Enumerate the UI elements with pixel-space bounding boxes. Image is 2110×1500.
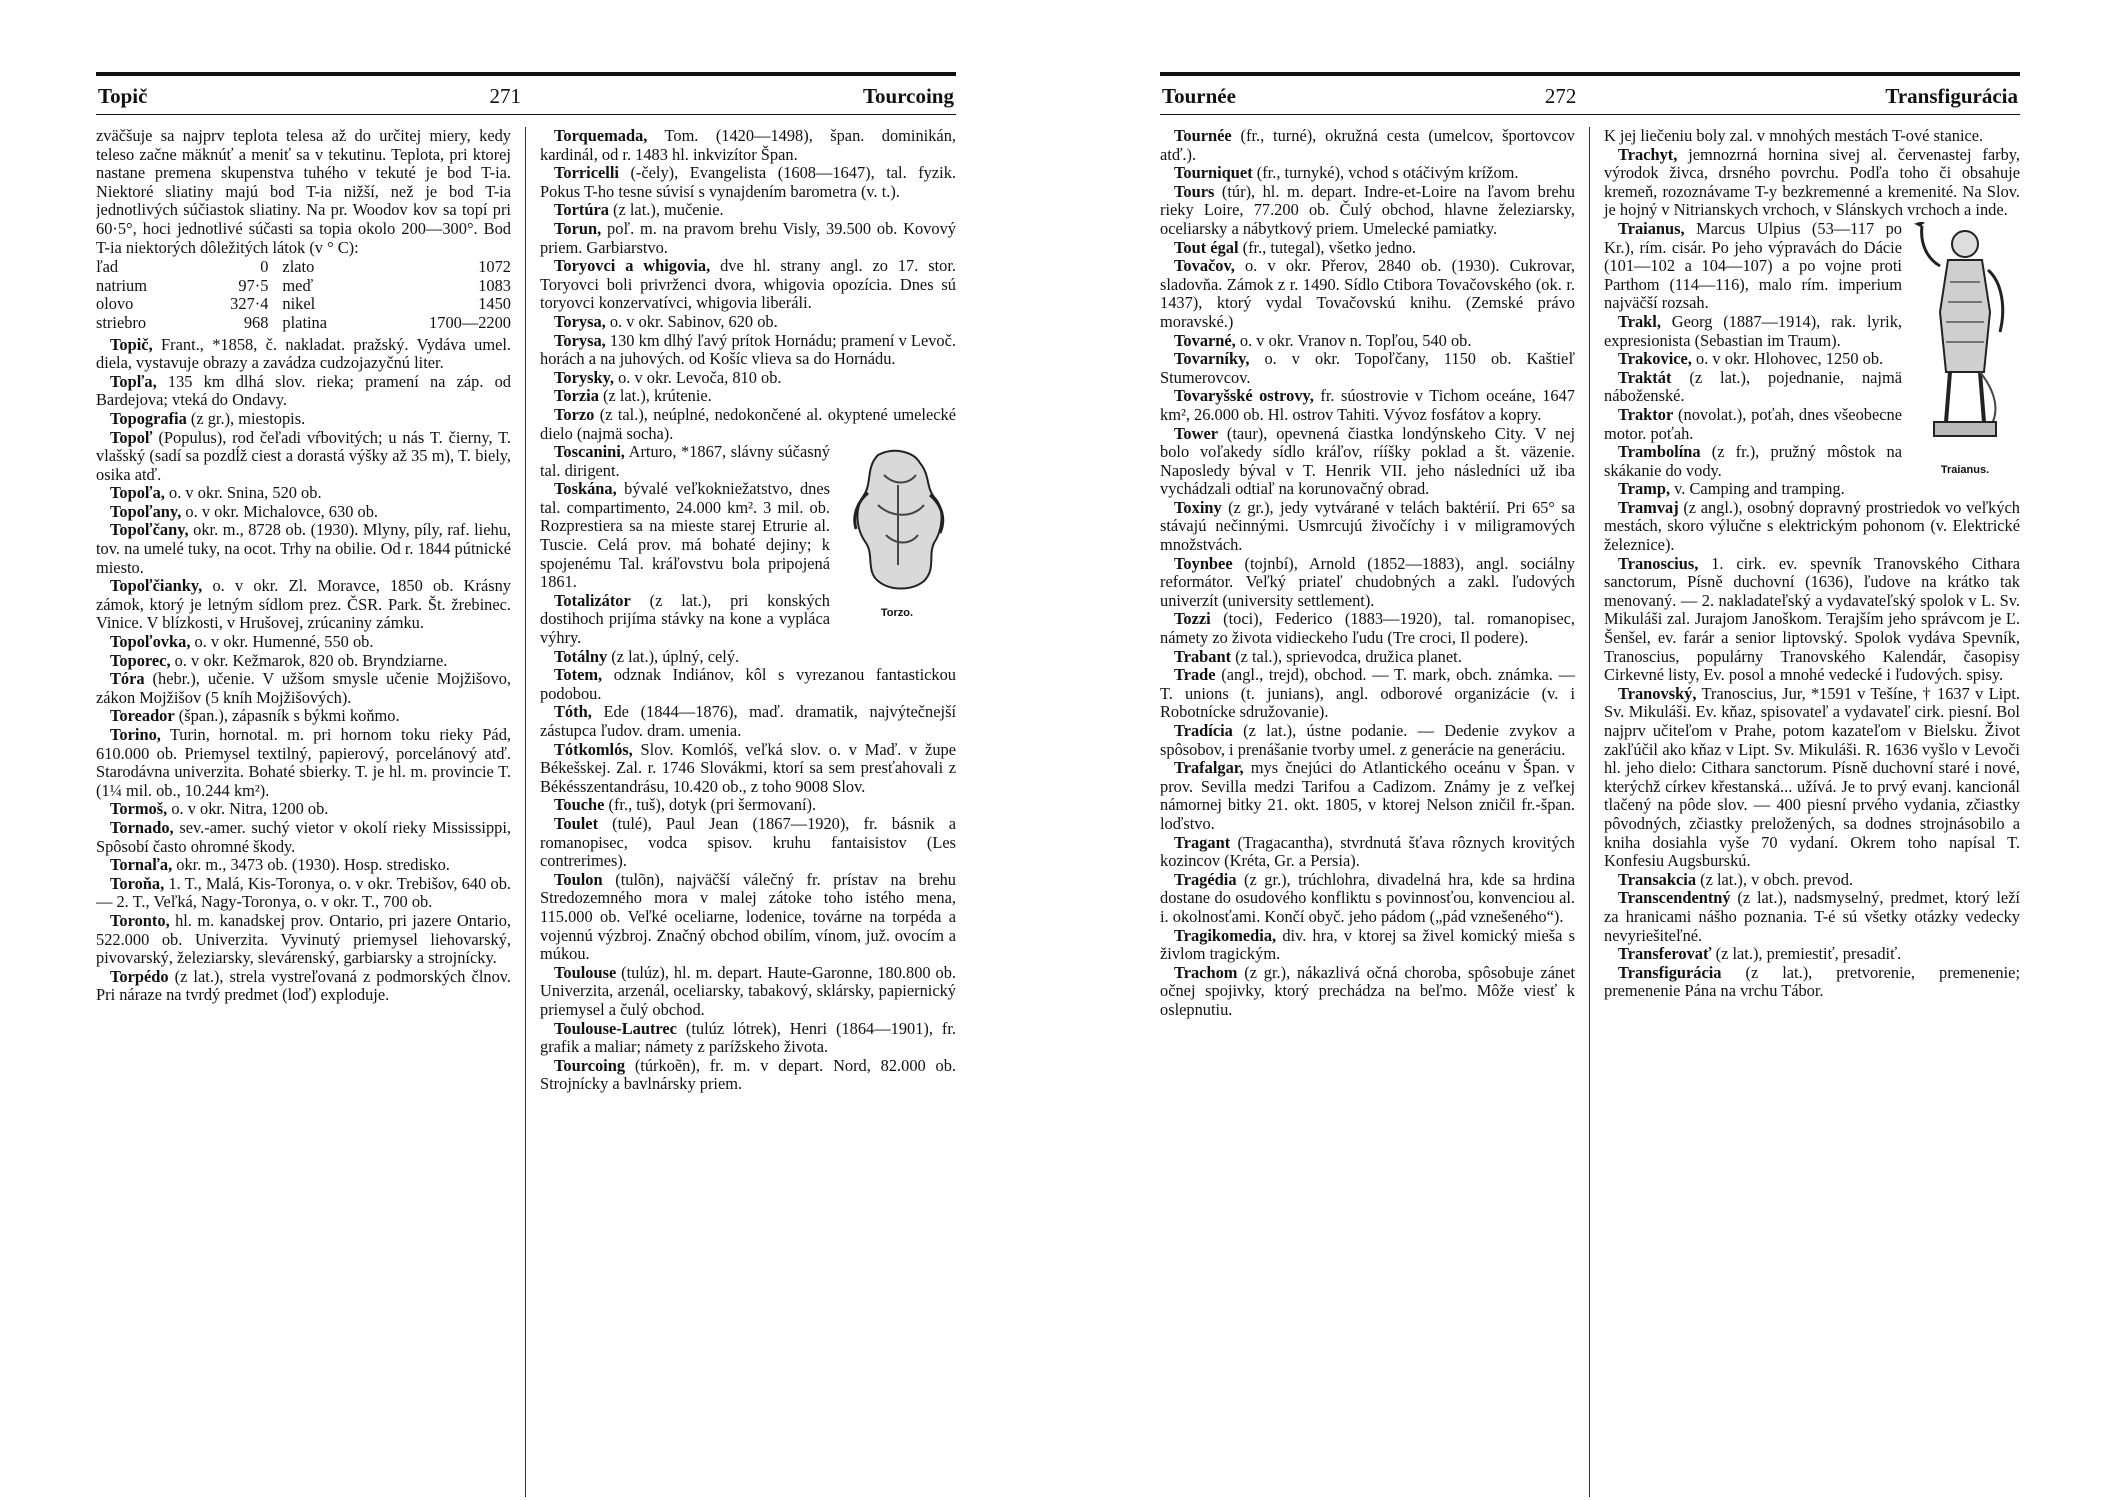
entry-text: (tulõn), najväčší válečný fr. prístav na brehu Stredozemného mora v malej zátoke toho istého mena, 115.000 ob. Veľké oceliarne, lodenice, továrne na torpéda a vojennú výzbroj. Značný obchod obilím, vínom, juž. ovocím a múkou.	[540, 869, 956, 964]
entry-text: (novolat.), poťah, dnes všeobecne motor. poťah.	[1604, 404, 1902, 443]
entry-text: o. v okr. Zl. Moravce, 1850 ob. Krásny zámok, ktorý je letným sídlom prez. ČSR. Park. Št. žrebinec. Vinice. V blízkosti, v Hrušovej, zrúcaniny zámku.	[96, 576, 511, 633]
entry-text: (z lat.), mučenie.	[608, 200, 724, 220]
entry-text: mys čnejúci do Atlantického oceánu v Špan. v prov. Sevilla medzi Tarifou a Cadizom. Známy je z veľkej námornej bitky 21. okt. 1805, v ktorej Nelson zničil fr.-špan. loďstvo.	[1160, 758, 1575, 833]
dictionary-entry	[1160, 759, 1575, 833]
entry-headword: Topič,	[110, 334, 153, 354]
entry-text: Tranoscius, Jur, *1591 v Tešíne, † 1637 v Lipt. Sv. Mikuláši. Ev. kňaz, spisovateľ a vydavateľ cirk. piesní. Bol najprv učiteľom v Prahe, potom kazateľom v Bielsku. Život zakľúčil ako kňaz v Lipt. Sv. Mikuláši. R. 1636 vyšlo v Levoči hl. jeho dielo: Cithara sanctorum. Písně duchovní staré i nové, kterýchž církev křestanská... užívá. Je to prvý evanj. kancionál tlačený na pôde slov. — 400 piesní prvého vydania, zčiastky pôvodných, zčiastky preložených, sa dodnes strojnásobilo a kniha dosiahla vyše 70 vydaní. Okrem toho napísal T. Konfesiu Augsburskú.	[1604, 683, 2020, 871]
dictionary-entry	[1160, 164, 1575, 183]
melting-point-table	[96, 258, 511, 332]
table-row	[96, 314, 511, 333]
entry-headword: Traianus,	[1618, 218, 1685, 238]
dictionary-entry	[540, 406, 956, 443]
table-cell: 1072	[478, 257, 511, 277]
entry-headword: Toynbee	[1174, 553, 1233, 573]
entry-headword: Torzo	[554, 404, 595, 424]
dictionary-entry	[1160, 239, 1575, 258]
entry-headword: Totalizátor	[554, 590, 631, 610]
table-row	[96, 295, 511, 314]
entry-text: o. v okr. Sabinov, 620 ob.	[605, 311, 778, 331]
entry-text: Ede (1844—1876), maď. dramatik, najvýtečnejší zástupca ľudov. dram. umenia.	[540, 702, 956, 740]
entry-headword: Torysa,	[554, 330, 606, 350]
entry-text: fr. súostrovie v Tichom oceáne, 1647 km², 26.000 ob. Hl. ostrov Tahiti. Vývoz fosfátov a kopry.	[1160, 386, 1575, 424]
table-cell: 968	[243, 312, 269, 332]
torzo-figure	[838, 445, 956, 622]
dictionary-entry	[1160, 425, 1575, 499]
entry-text: Turin, hornotal. m. pri hornom toku rieky Pád, 610.000 ob. Priemysel textilný, papierový, porcelánový atď. Starodávna univerzita. Bohaté sbierky. T. je hl. m. provincie T. (1¼ mil. ob., 10.244 km²).	[96, 725, 511, 800]
page-272	[1160, 72, 2020, 1497]
entry-text: (z fr.), pružný môstok na skákanie do vody.	[1604, 442, 1902, 480]
entry-text: sev.-amer. suchý vietor v okolí rieky Mississippi, Spôsobí často ohromné škody.	[96, 817, 511, 856]
dictionary-entry	[96, 707, 511, 726]
entry-text: (tulúz lótrek), Henri (1864—1901), fr. grafik a maliar; námety z parížskeho života.	[540, 1018, 956, 1057]
table-cell: 1450	[478, 294, 511, 314]
dictionary-entry	[540, 741, 956, 797]
entry-text: o. v okr. Hlohovec, 1250 ob.	[1691, 349, 1884, 369]
entry-headword: Traktát	[1618, 367, 1672, 387]
torzo-caption: Torzo.	[880, 606, 914, 619]
entry-text: Tom. (1420—1498), špan. dominikán, kardinál, od r. 1483 hl. inkvizítor Špan.	[540, 127, 956, 164]
entry-headword: Transcendentný	[1618, 888, 1731, 908]
dictionary-entry	[96, 429, 511, 485]
dictionary-entry	[1604, 889, 2020, 945]
entry-headword: Topografia	[110, 408, 187, 428]
continuation-text: zväčšuje sa najprv teplota telesa až do určitej miery, kedy teleso začne mäknúť a meniť sa v tekutinu. Teplota, pri ktorej nastane premena skupenstva tuhého v tekuté je bod T-ia. Niektoré sliatiny majú bod T-ia nižší, než je bod T-ia jednotlivých súčiastok sliatiny. Na pr. Woodov kov sa topí pri 60·5°, hoci jednotlivé súčasti sa topia okolo 200—300°. Bod T-ia niektorých dôležitých látok (v ° C):	[96, 127, 511, 257]
column-right	[526, 127, 956, 1497]
page-header	[1160, 76, 2020, 114]
dictionary-entry	[1160, 183, 1575, 239]
entry-text: okr. m., 8728 ob. (1930). Mlyny, píly, raf. liehu, tov. na umelé tuky, na ocot. Trhy na obilie. Od r. 1844 pútnické miesto.	[96, 520, 511, 577]
entry-headword: Torzia	[554, 386, 599, 406]
dictionary-entry	[96, 875, 511, 912]
dictionary-entry	[96, 726, 511, 800]
dictionary-entry	[1160, 499, 1575, 555]
entry-headword: Topoľ	[110, 427, 153, 447]
entry-headword: Toscanini,	[554, 442, 625, 462]
continuation-text: K jej liečeniu boly zal. v mnohých mestách T-ové stanice.	[1604, 127, 1984, 145]
entry-headword: Traktor	[1618, 404, 1674, 424]
entry-text: (taur), opevnená čiastka londýnskeho City. V nej bolo voľakedy sídlo kráľov, rííšky poklad a št. väzenie. Naposledy býval v T. Henrik VII. jeho následníci už iba vychádzali odtiaľ na korunovačný obrad.	[1160, 423, 1575, 499]
torso-sculpture-icon	[838, 445, 956, 595]
dictionary-entry	[96, 912, 511, 968]
dictionary-entry	[1160, 257, 1575, 331]
entry-text: (túr), hl. m. depart. Indre-et-Loire na ľavom brehu rieky Loire, 77.200 ob. Čulý obchod, hlavne železiarsky, oceliarsky a nábytkový priem. Umelecké pamiatky.	[1160, 181, 1575, 238]
entry-text: (z lat.), ústne podanie. — Dedenie zvykov a spôsobov, i prenášanie tvorby umel. z generácie na generáciu.	[1160, 721, 1575, 759]
entry-headword: Totálny	[554, 646, 608, 666]
table-cell: 0	[260, 257, 269, 277]
entry-text: (z gr.), jedy vytvárané v telách baktérií. Pri 65° sa stávajú nečinnými. Usmrcujú živočíchy i v miligramových množstvách.	[1160, 497, 1575, 555]
dictionary-entry	[96, 373, 511, 410]
dictionary-entry	[1160, 722, 1575, 759]
dictionary-entry	[1604, 480, 2020, 499]
dictionary-entry	[1604, 964, 2020, 1001]
entry-text: (špan.), zápasník s býkmi koňmo.	[174, 706, 400, 726]
dictionary-entry	[540, 1057, 956, 1094]
entry-text: o. v okr. Levoča, 810 ob.	[613, 367, 782, 387]
entry-headword: Touche	[554, 795, 605, 815]
dictionary-entry	[1604, 146, 2020, 220]
entry-headword: Toronto,	[110, 910, 170, 930]
table-cell: 1083	[478, 275, 511, 295]
entry-text: (fr., tutegal), všetko jedno.	[1238, 237, 1417, 257]
entry-text: 135 km dlhá slov. rieka; pramení na záp. od Bardejova; vteká do Ondavy.	[96, 371, 511, 410]
entry-headword: Tortúra	[554, 200, 609, 220]
table-cell: striebro	[96, 312, 147, 332]
entry-headword: Tragikomedia,	[1174, 925, 1277, 945]
entry-text: (z tal.), neúplné, nedokončené al. okyptené umelecké dielo (najmä socha).	[540, 404, 956, 443]
page-271	[96, 72, 956, 1497]
entry-text: (z gr.), trúchlohra, divadelná hra, kde sa hrdina dostane do osudového konfliktu s povinnosťou, konvenciou al. i. okolnosťami. Končí obyč. jeho pádom („pád vznešeného“).	[1160, 869, 1575, 926]
entry-text: (z lat.), úplný, celý.	[607, 646, 740, 666]
entry-headword: Tornado,	[110, 817, 174, 837]
entry-text: dve hl. strany angl. zo 17. stor. Toryovci boli privrženci dvora, whigovia opozícia. Dnes sú toryovci konzervatívci, whigovia liberáli.	[540, 256, 956, 313]
dictionary-entry	[1160, 555, 1575, 611]
entry-headword: Trachyt,	[1618, 144, 1678, 164]
entry-text: 130 km dlhý ľavý prítok Hornádu; pramení v Levoč. horách a na juhových. od Košíc vlieva sa do Hornádu.	[540, 330, 956, 369]
dictionary-entry	[96, 577, 511, 633]
entry-headword: Topoľčany,	[110, 520, 189, 540]
entry-text: o. v okr. Kežmarok, 820 ob. Bryndziarne.	[170, 650, 448, 670]
entry-text: (toci), Federico (1883—1920), tal. romanopisec, námety zo života vidieckeho ľudu (Tre croci, Il podere).	[1160, 609, 1575, 648]
entry-text: okr. m., 3473 ob. (1930). Hosp. stredisko.	[172, 855, 450, 875]
entry-text: (z lat.), v obch. prevod.	[1696, 869, 1854, 889]
column-right	[1590, 127, 2020, 1497]
entry-headword: Torricelli	[554, 163, 619, 183]
entry-headword: Tóra	[110, 669, 145, 689]
dictionary-entry	[540, 815, 956, 871]
entry-headword: Tovaryšské ostrovy,	[1174, 386, 1314, 406]
entry-text: v. Camping and tramping.	[1670, 479, 1845, 499]
entry-headword: Toroňa,	[110, 873, 165, 893]
entry-headword: Tower	[1174, 423, 1219, 443]
entry-headword: Tornaľa,	[110, 855, 173, 875]
entry-headword: Tourcoing	[554, 1055, 626, 1075]
page-number: 271	[489, 84, 521, 108]
entry-text: jemnozrná hornina sivej al. červenastej farby, výrodok živca, drsného povrchu. Podľa toho či obsahuje kremeň, rozoznávame T-y bezkremenné a kremenité. Na Slov. je hojný v Nitrianskych vrchoch, v Slánskych vrchoch a inde.	[1604, 144, 2020, 220]
entry-text: Frant., *1858, č. nakladat. pražský. Vydáva umel. diela, vystavuje obrazy a zavádza cudzojazyčnú liter.	[96, 334, 511, 373]
dictionary-entry	[1160, 927, 1575, 964]
entry-headword: Tovarníky,	[1174, 349, 1250, 369]
header-left-term: Tournée	[1162, 84, 1236, 108]
entry-headword: Tragant	[1174, 832, 1231, 852]
entry-headword: Toreador	[110, 706, 175, 726]
entry-text: (fr., tuš), dotyk (pri šermovaní).	[604, 795, 817, 815]
entry-headword: Torysky,	[554, 367, 614, 387]
table-cell: 1700—2200	[429, 312, 511, 332]
dictionary-entry	[96, 521, 511, 577]
header-left-term: Topič	[98, 84, 148, 108]
dictionary-entry	[1160, 127, 1575, 164]
entry-text: 1. T., Malá, Kis-Toronya, o. v okr. Trebišov, 640 ob. — 2. T., Veľká, Nagy-Toronya, o. v okr. T., 700 ob.	[96, 873, 511, 912]
entry-headword: Toulet	[554, 813, 599, 833]
table-cell: natrium	[96, 275, 147, 295]
entry-text: o. v okr. Michalovce, 630 ob.	[181, 501, 378, 521]
entry-text: (z tal.), sprievodca, družica planet.	[1231, 646, 1462, 666]
entry-headword: Topoľany,	[110, 501, 182, 521]
dictionary-entry	[540, 1020, 956, 1057]
entry-text: (z lat.), krútenie.	[598, 386, 712, 406]
entry-headword: Tramp,	[1618, 479, 1671, 499]
dictionary-entry	[1160, 834, 1575, 871]
entry-text: (z lat.), premiestiť, presadiť.	[1711, 944, 1902, 964]
dictionary-entry	[96, 652, 511, 671]
entry-headword: Transferovať	[1618, 944, 1712, 964]
entry-text: (tulúz), hl. m. depart. Haute-Garonne, 180.800 ob. Univerzita, arzenál, oceliarsky, tabakový, sklársky, papiernický priemysel a čulý obchod.	[540, 962, 956, 1019]
entry-headword: Tours	[1174, 181, 1215, 201]
entry-headword: Tovačov,	[1174, 256, 1235, 276]
dictionary-entry	[96, 336, 511, 373]
entry-headword: Toulouse	[554, 962, 617, 982]
entry-headword: Torquemada,	[554, 127, 648, 145]
traianus-caption: Traianus.	[1940, 463, 1990, 476]
table-cell: 97·5	[238, 275, 269, 295]
dictionary-entry	[96, 633, 511, 652]
entry-headword: Tradícia	[1174, 721, 1233, 740]
table-cell: meď	[282, 275, 314, 295]
entry-text: o. v okr. Humenné, 550 ob.	[190, 632, 374, 652]
entry-headword: Tranovský,	[1618, 683, 1697, 703]
entry-headword: Tóth,	[554, 702, 592, 722]
entry-headword: Tournée	[1174, 127, 1232, 145]
traianus-statue-icon	[1910, 222, 2020, 452]
table-cell: ľad	[96, 257, 119, 277]
entry-text: bývalé veľkokniežatstvo, dnes tal. compartimento, 24.000 km². 3 mil. ob. Rozprestiera sa na mieste starej Etrurie al. Tuscie. Celá prov. má bohaté dejiny; k spojenému Tal. kráľovstvu bola pripojená 1861.	[540, 479, 830, 592]
entry-headword: Topoľovka,	[110, 632, 191, 652]
dictionary-entry	[1160, 871, 1575, 927]
dictionary-entry	[1160, 350, 1575, 387]
entry-text: 1. cirk. ev. spevník Tranovského Cithara sanctorum, Písně duchovní (1636), ľudove na krátko tak menovaný. — 2. nakladateľský a vydavateľský spolok v L. Sv. Mikuláši zal. Jurajom Janoškom. Terajším jeho správcom je Ľ. Šenšel, ev. farár a senior liptovský. Spolok vydáva Spevník, Tranoscius, populárny Tranovského Kalendár, časopisy Cirkevné listy, Ev. posol a mnohé vedecké i ľudových. spisy.	[1604, 553, 2020, 685]
entry-text: div. hra, v ktorej sa živel komický mieša s živlom tragickým.	[1160, 925, 1575, 964]
entry-text: (hebr.), učenie. V užšom smysle učenie Mojžišovo, zákon Mojžišov (5 kníh Mojžišových).	[96, 669, 511, 707]
dictionary-entry	[1604, 499, 2020, 555]
dictionary-entry	[96, 856, 511, 875]
entry-text: (tulé), Paul Jean (1867—1920), fr. básnik a romanopisec, vodca spisov. kruhu fantaisistov (Les contrerimes).	[540, 813, 956, 871]
entry-text: o. v okr. Snina, 520 ob.	[164, 483, 322, 503]
dictionary-entry	[96, 800, 511, 819]
entry-headword: Trade	[1174, 665, 1216, 685]
entry-text: (z angl.), osobný dopravný prostriedok vo veľkých mestách, skoro výlučne s elektrickým pohonom (v. Elektrické železnice).	[1604, 497, 2020, 555]
dictionary-entry	[540, 666, 956, 703]
dictionary-entry	[96, 503, 511, 522]
column-left	[1160, 127, 1590, 1497]
dictionary-entry	[96, 484, 511, 503]
dictionary-entry	[1160, 610, 1575, 647]
entry-headword: Toryovci a whigovia,	[554, 256, 711, 276]
entry-headword: Tozzi	[1174, 609, 1211, 629]
dictionary-entry	[1160, 964, 1575, 1020]
entry-headword: Transfigurácia	[1618, 962, 1722, 982]
entry-text: (z gr.), miestopis.	[186, 408, 306, 428]
entry-headword: Trakl,	[1618, 311, 1661, 331]
table-row	[96, 258, 511, 277]
dictionary-entry	[1160, 332, 1575, 351]
dictionary-entry	[1160, 387, 1575, 424]
entry-headword: Trabant	[1174, 646, 1232, 666]
entry-text: o. v okr. Vranov n. Topľou, 540 ob.	[1235, 330, 1472, 350]
table-cell: zlato	[282, 257, 315, 277]
dictionary-entry	[96, 968, 511, 1005]
entry-headword: Toulon	[554, 869, 603, 889]
entry-headword: Topľa,	[110, 371, 157, 391]
entry-headword: Topoľčianky,	[110, 576, 203, 596]
entry-headword: Tout égal	[1174, 237, 1239, 257]
entry-headword: Torysa,	[554, 311, 606, 331]
entry-headword: Tótkomlós,	[554, 739, 633, 759]
header-rule	[96, 114, 956, 115]
entry-headword: Torpédo	[110, 966, 169, 986]
entry-headword: Toskána,	[554, 479, 617, 499]
entry-headword: Tormoš,	[110, 799, 168, 819]
entry-text: (z lat.), pojednanie, najmä náboženské.	[1604, 367, 1902, 406]
entry-text: odznak Indiánov, kôl s vyrezanou fantastickou podobou.	[540, 665, 956, 703]
entry-text: (tojnbí), Arnold (1852—1883), angl. sociálny reformátor. Veľký priateľ chudobných a zakl. ľudových univerzít (university settlement).	[1160, 553, 1575, 610]
entry-headword: Tramvaj	[1618, 497, 1679, 517]
entry-headword: Torino,	[110, 725, 161, 744]
dictionary-entry	[540, 201, 956, 220]
dictionary-entry	[540, 127, 956, 164]
dictionary-entry	[540, 369, 956, 388]
dictionary-entry	[96, 819, 511, 856]
entry-text: o. v okr. Nitra, 1200 ob.	[167, 799, 329, 819]
dictionary-entry	[540, 257, 956, 313]
dictionary-entry	[540, 387, 956, 406]
table-cell: platina	[282, 312, 328, 332]
dictionary-entry	[540, 220, 956, 257]
entry-text: (Populus), rod čeľadi vŕbovitých; u nás T. čierny, T. vlašský (sadí sa pozdĺž ciest a dorastá výšky až 35 m), T. biely, osika atď.	[96, 427, 511, 484]
page-header	[96, 76, 956, 114]
entry-headword: Tovarné,	[1174, 330, 1236, 350]
entry-headword: Toulouse-Lautrec	[554, 1018, 677, 1038]
entry-text: Arturo, *1867, slávny súčasný tal. dirigent.	[540, 442, 830, 480]
header-rule	[1160, 114, 2020, 115]
entry-headword: Torun,	[554, 218, 602, 238]
entry-text: (fr., turnyké), vchod s otáčivým krížom.	[1252, 163, 1519, 183]
dictionary-entry	[540, 164, 956, 201]
entry-text: (angl., trejd), obchod. — T. mark, obch. známka. — T. unions (t. junians), angl. odborové organizácie (v. i Robotnícke sdružovanie).	[1160, 665, 1575, 722]
table-cell: nikel	[282, 294, 316, 314]
entry-headword: Transakcia	[1618, 869, 1697, 889]
traianus-figure	[1910, 222, 2020, 479]
entry-text: Marcus Ulpius (53—117 po Kr.), rím. cisár. Po jeho výpravách do Dácie (101—102 a 104—107) a po vojne proti Parthom (114—116), malo rím. imperium najväčší rozsah.	[1604, 218, 1902, 313]
entry-text: (z lat.), pri konských dostihoch prijíma stávky na kone a vypláca výhry.	[540, 590, 830, 648]
entry-text: o. v okr. Topoľčany, 1150 ob. Kaštieľ Stumerovcov.	[1160, 349, 1575, 387]
entry-text: (z gr.), nákazlivá očná choroba, spôsobuje zánet očnej spojivky, ktorý prechádza na beľmo. Môže viesť k oslepnutiu.	[1160, 962, 1575, 1019]
entry-headword: Trambolína	[1618, 442, 1701, 462]
entry-headword: Trachom	[1174, 962, 1238, 982]
table-cell: olovo	[96, 294, 134, 314]
dictionary-entry	[540, 964, 956, 1020]
dictionary-entry	[1604, 685, 2020, 871]
entry-headword: Topoľa,	[110, 483, 165, 503]
dictionary-entry	[96, 410, 511, 429]
dictionary-entry	[540, 796, 956, 815]
dictionary-entry	[1604, 945, 2020, 964]
dictionary-entry	[1160, 666, 1575, 722]
entry-text: (túrkoẽn), fr. m. v depart. Nord, 82.000 ob. Strojnícky a bavlnársky priem.	[540, 1055, 956, 1094]
dictionary-entry	[540, 648, 956, 667]
entry-text: (fr., turné), okružná cesta (umelcov, športovcov atď.).	[1160, 127, 1575, 164]
entry-text: (-čely), Evangelista (1608—1647), tal. fyzik. Pokus T-ho tesne súvisí s vynajdením barometra (v. t.).	[540, 163, 956, 201]
entry-headword: Totem,	[554, 665, 603, 685]
entry-text: Slov. Komlóš, veľká slov. o. v Maď. v župe Békešskej. Zal. r. 1746 Slovákmi, ktorí sa sem presťahovali z Békésszentandrásu, 10.420 ob., z toho 9008 Slov.	[540, 739, 956, 796]
entry-headword: Tranoscius,	[1618, 553, 1699, 573]
dictionary-entry	[540, 871, 956, 964]
entry-headword: Tragédia	[1174, 869, 1237, 889]
table-cell: 327·4	[230, 294, 269, 314]
page-number: 272	[1544, 84, 1577, 108]
entry-text: (z lat.), pretvorenie, premenenie; premenenie Pána na vrchu Tábor.	[1604, 962, 2020, 1001]
column-left	[96, 127, 526, 1497]
header-right-term: Transfigurácia	[1885, 84, 2018, 108]
dictionary-entry	[1160, 648, 1575, 667]
dictionary-entry	[1604, 555, 2020, 685]
header-right-term: Tourcoing	[862, 84, 954, 108]
entry-text: poľ. m. na pravom brehu Visly, 39.500 ob. Kovový priem. Garbiarstvo.	[540, 218, 956, 257]
dictionary-entry	[540, 703, 956, 740]
entry-text: (z lat.), strela vystreľovaná z podmorských člnov. Pri náraze na tvrdý predmet (loď) exploduje.	[96, 966, 511, 1005]
table-row	[96, 277, 511, 296]
entry-headword: Trafalgar,	[1174, 758, 1244, 778]
dictionary-entry	[1604, 871, 2020, 890]
entry-text: (z lat.), nadsmyselný, predmet, ktorý leží za hranicami nášho poznania. T-é sú všetky otázky vedecky nevyriešiteľné.	[1604, 888, 2020, 945]
entry-text: Georg (1887—1914), rak. lyrik, expresionista (Sebastian im Traum).	[1604, 311, 1902, 350]
entry-headword: Toporec,	[110, 650, 171, 670]
entry-text: hl. m. kanadskej prov. Ontario, pri jazere Ontario, 522.000 ob. Univerzita. Vyvinutý priemysel liehovarský, pivovarský, železiarsky, slevárenský, garbiarsky a strojnícky.	[96, 910, 511, 968]
entry-text: (Tragacantha), stvrdnutá šťava rôznych krovitých kozincov (Kréta, Gr. a Persia).	[1160, 832, 1575, 871]
entry-text: o. v okr. Přerov, 2840 ob. (1930). Cukrovar, sladovňa. Zámok z r. 1490. Sídlo Ctibora Tovačovského (ok. r. 1437), ktorý vydal Tovačovskú knihu. (Zemské právo moravské.)	[1160, 256, 1575, 331]
entry-headword: Tourniquet	[1174, 163, 1253, 183]
dictionary-entry	[540, 313, 956, 332]
entry-headword: Trakovice,	[1618, 349, 1692, 369]
dictionary-entry	[540, 332, 956, 369]
entry-headword: Toxiny	[1174, 497, 1222, 517]
dictionary-entry	[96, 670, 511, 707]
